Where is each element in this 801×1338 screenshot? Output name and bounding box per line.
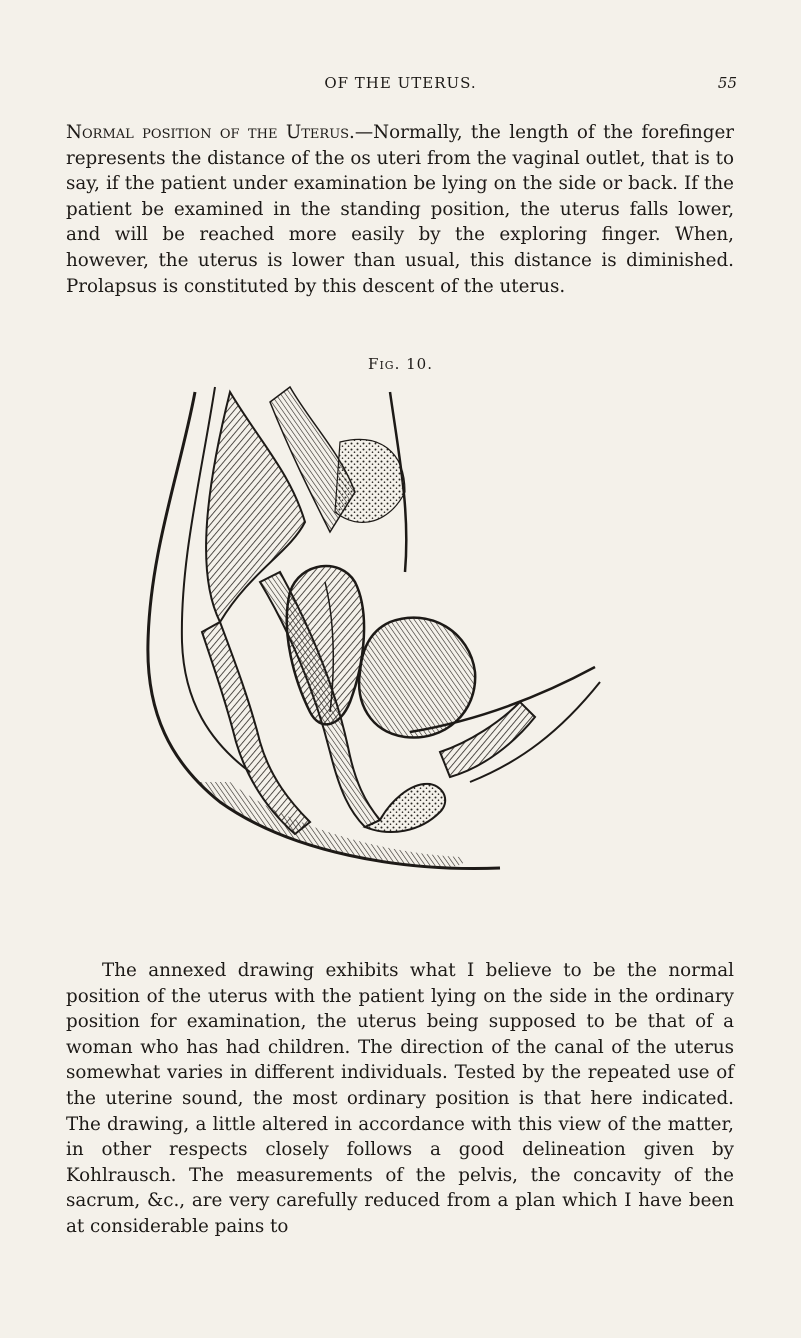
uterus: [287, 566, 364, 724]
perineum: [365, 784, 445, 832]
page-number: 55: [717, 74, 737, 92]
bladder: [359, 618, 475, 738]
section-heading: Normal position of the Uterus.: [66, 122, 355, 143]
paragraph-annexed-drawing: The annexed drawing exhibits what I believe to be the normal position of the uterus with the patient lying on the side in the ordinary position for examination, the uterus being supposed to be that of a woman who has had children. The direction of the canal of the uterus somewhat varies in different individuals. Tested by the repeated use of the uterine sound, the most ordinary position is that here indicated. The drawing, a little altered in accordance with this view of the matter, in other respects closely follows a good delineation given by Kohlrausch. The measurements of the pelvis, the concavity of the sacrum, &c., are very carefully reduced from a plan which I have been at considerable pains to: [66, 960, 734, 1237]
paragraph-normal-position: [66, 120, 734, 299]
pelvis-section-illustration: [140, 382, 610, 900]
stippled-tissue: [335, 439, 405, 522]
anatomical-figure: [140, 382, 610, 900]
paragraph-1-text: —Normally, the length of the forefinger represents the distance of the os uteri from the vaginal outlet, that is to say, if the patient under examination be lying on the side or back. If the patient be examined in the standing position, the uterus falls lower, and will be reached more easily by the exploring finger. When, however, the uterus is lower than usual, this distance is diminished. Prolapsus is constituted by this descent of the uterus.: [66, 122, 735, 297]
page-header: [0, 74, 801, 98]
running-title: OF THE UTERUS.: [324, 74, 477, 92]
figure-caption: Fig. 10.: [368, 355, 433, 373]
